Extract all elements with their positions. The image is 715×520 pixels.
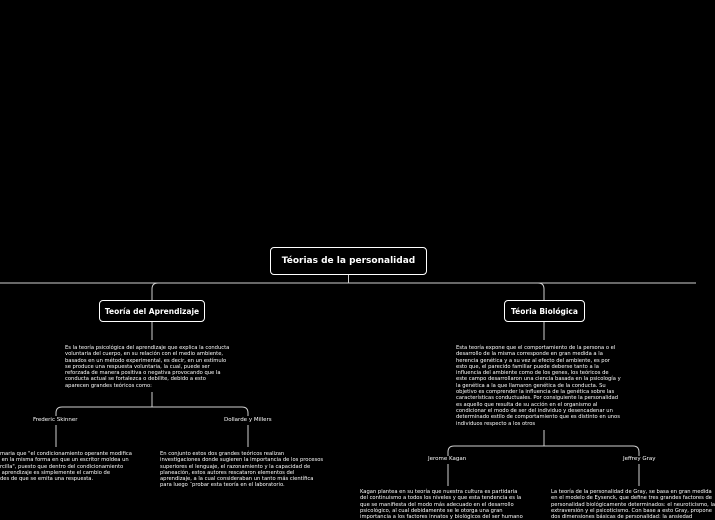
aprendizaje-description[interactable]: Es la teoría psicológica del aprendizaje que explica la conducta voluntaria del cuerpo, en su relación con el medio ambiente, basados en un método experimental, es decir, en un estímulo se produce una respuesta voluntaria, la cual, puede ser reforzada de manera positiva o negativa provocando que la conducta actual se fortalezca o debilite, debido a esto aparecen grandes teóricos como: — [65, 345, 230, 389]
skinner-description[interactable]: maria que "el condicionamiento operante modifica en la misma forma en que un escritor moldea un rcilla", puesto que dentro del condicionamiento aprendizaje es simplemente el cambio de des de que se emita una respuesta. — [0, 451, 132, 483]
subtopic-jerome-kagan[interactable]: Jerome Kagan — [428, 456, 467, 462]
gray-description[interactable]: La teoría de la personalidad de Gray, se basa en gran medida en el modelo de Eysenck, que define tres grandes factores de personalidad biológicamente determinados: el neuroticismo, la extraversión y el psicoticismo. Con base a esto Gray, propone dos dimensiones básicas de personalidad: la ansiedad — [551, 489, 715, 520]
dollarde-millers-description[interactable]: En conjunto estos dos grandes teóricos realizan investigaciones donde sugieren la importancia de los procesos superiores el lenguaje, el razonamiento y la capacidad de planeación, estos autores rescataron elementos del aprendizaje, a la cual consideraban un tanto más científica para luego ¨probar esta teoría en el laboratorio. — [160, 451, 324, 489]
subtopic-jeffrey-gray[interactable]: Jeffrey Gray — [623, 456, 656, 462]
topic-teoria-biologica[interactable]: Téoria Biológica — [504, 300, 585, 322]
subtopic-frederic-skinner[interactable]: Frederic Skinner — [33, 417, 78, 423]
biologica-description[interactable]: Esta teoría expone que el comportamiento de la persona o el desarrollo de la misma corresponde en gran medida a la herencia genética y a su vez al efecto del ambiente, es por esto que, el parecido familiar puede deberse tanto a la influencia del ambiente como de los genes, los teóricos de este campo desarrollaron una ciencia basada en la psicología y la genética a la que llamaron genética de la conducta. Su objetivo es comprender la influencia de la genética sobre las características conductuales. Por consiguiente la personalidad es aquello que resulta de su acción en el organismo al condicionar el modo de ser del individuo y desencadenar un determinado estilo de comportamiento que es distinto en unos individuos respecto a los otros — [456, 345, 621, 427]
kagan-description[interactable]: Kagan plantea en su teoría que nuestra cultura es partidaria del continuismo a todos los niveles y que esta tendencia es la que se manifiesta del modo más adecuado en el desarrollo psicológico, al cual debidamente se le otorga una gran importancia a los factores innatos y biológicos del ser humano — [360, 489, 523, 520]
subtopic-dollarde-millers[interactable]: Dollarde y Millers — [224, 417, 272, 423]
topic-teoria-aprendizaje[interactable]: Teoría del Aprendizaje — [99, 300, 205, 322]
root-topic[interactable]: Téorias de la personalidad — [270, 247, 427, 275]
